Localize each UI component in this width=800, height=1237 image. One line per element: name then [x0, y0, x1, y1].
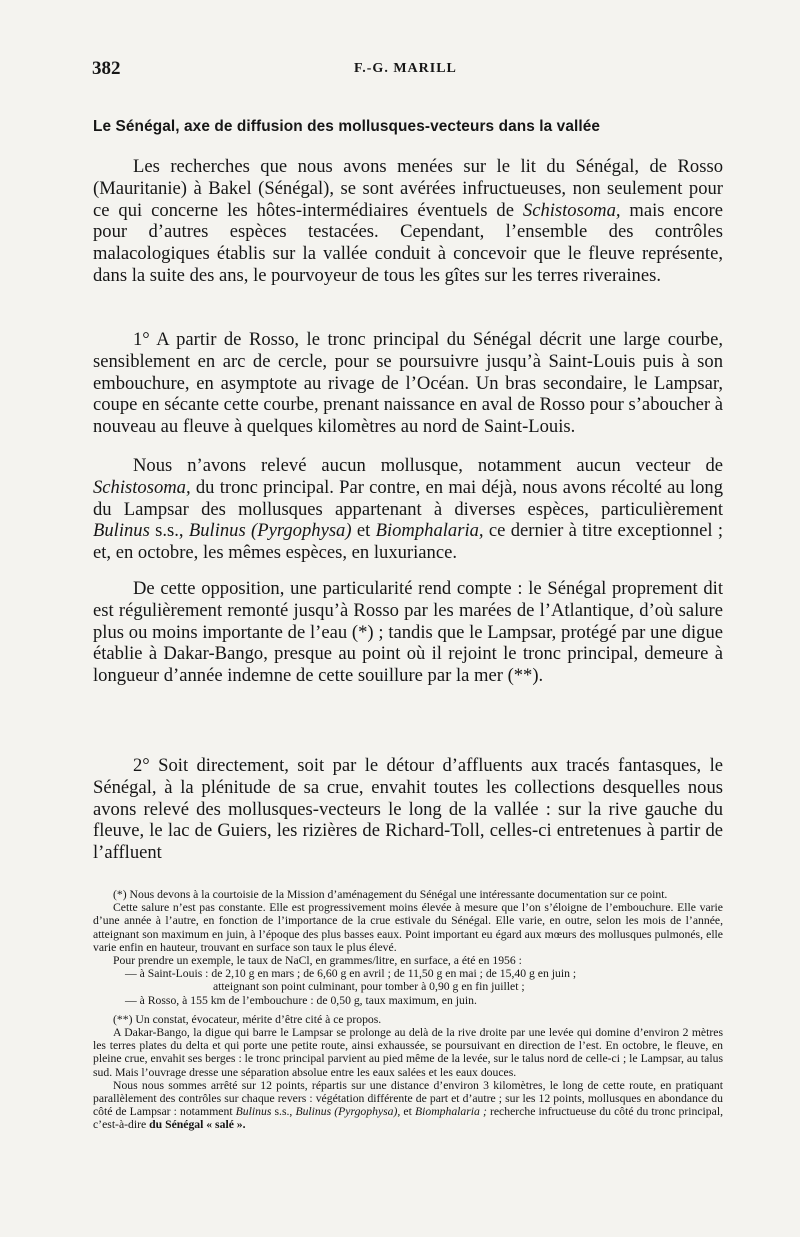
paragraph-intro: Les recherches que nous avons menées sur le lit du Sénégal, de Rosso (Mauritanie) à Bakel (Sénégal), se sont avérées infructueuses, non seulement pour ce qui concerne les hôtes-intermédiaires éventuels de Schistosoma, mais encore pour d’autres espèces testacées. Cependant, l’ensemble des contrôles malacologiques établis sur la vallée conduit à concevoir que le fleuve représente, dans la suite des ans, le pourvoyeur de tous les gîtes sur les terres riveraines. [93, 156, 723, 286]
footnote-2: (**) Un constat, évocateur, mérite d’être cité à ce propos. [113, 1012, 382, 1026]
footnote-1: (*) Nous devons à la courtoisie de la Mission d’aménagement du Sénégal une intéressante documentation sur ce point. [113, 888, 668, 901]
page-number: 382 [92, 58, 121, 79]
footnote-1-example: Pour prendre un exemple, le taux de NaCl, en grammes/litre, en surface, a été en 1956 : [113, 954, 522, 968]
running-head: F.-G. MARILL [354, 61, 457, 76]
paragraph-point-1: 1° A partir de Rosso, le tronc principal du Sénégal décrit une large courbe, sensiblement en arc de cercle, pour se poursuivre jusqu’à Saint-Louis puis à son embouchure, en asymptote au rivage de l’Océan. Un bras secondaire, le Lampsar, coupe en sécante cette courbe, prenant naissance en aval de Rosso pour s’aboucher à nouveau au fleuve à quelques kilomètres au nord de Saint-Louis. [93, 329, 723, 438]
footnote-2-dakar-bango: A Dakar-Bango, la digue qui barre le Lampsar se prolonge au delà de la rive droite par une levée qui domine d’environ 2 mètres les terres plates du delta et qui porte une petite route, ainsi exhaussée, se poursuivant en direction de l’est. En octobre, le fleuve, en pleine crue, envahit ses berges : le tronc principal parvient au pied même de la levée, sur le talus nord de celle-ci ; le Lampsar, au talus sud. Mais l’ouvrage dresse une séparation absolue entre les eaux salées et les eaux douces. [93, 1026, 723, 1079]
footnote-1-saint-louis-cont: atteignant son point culminant, pour tomber à 0,90 g en fin juillet ; [213, 980, 525, 994]
footnote-1-saint-louis: — à Saint-Louis : de 2,10 g en mars ; de 6,60 g en avril ; de 11,50 g en mai ; de 15,40 g en juin ; [125, 967, 577, 981]
section-title: Le Sénégal, axe de diffusion des mollusques-vecteurs dans la vallée [93, 118, 601, 135]
footnote-2-observations: Nous nous sommes arrêté sur 12 points, répartis sur une distance d’environ 3 kilomètres, le long de cette route, en pratiquant parallèlement des contrôles sur chaque revers : végétation différente de part et d’autre ; sur les 12 points, mollusques en abondance du côté de Lampsar : notamment Bulinus s.s., Bulinus (Pyrgophysa), et Biomphalaria ; recherche infructueuse du côté du tronc principal, c’est-à-dire du Sénégal « salé ». [93, 1078, 724, 1132]
page-header [92, 58, 712, 82]
footnotes [93, 888, 723, 1132]
footnote-1-rosso: — à Rosso, à 155 km de l’embouchure : de 0,50 g, taux maximum, en juin. [125, 993, 477, 1007]
footnote-1-salinity: Cette salure n’est pas constante. Elle est progressivement moins élevée à mesure que l’on s’éloigne de l’embouchure. Elle varie d’une année à l’autre, en fonction de l’importance de la crue estivale du Sénégal. Elle varie, en outre, selon les mois de l’année, atteignant son maximum en juin, à l’époque des plus basses eaux. Point important eu égard aux mœurs des mollusques pulmonés, elle varie enfin en hauteur, trouvant en surface son taux le plus élevé. [93, 901, 723, 954]
paragraph-point-2: 2° Soit directement, soit par le détour d’affluents aux tracés fantasques, le Sénégal, à la plénitude de sa crue, envahit toutes les collections desquelles nous avons relevé des mollusques-vecteurs le long de la vallée : sur la rive gauche du fleuve, le lac de Guiers, les rizières de Richard-Toll, celles-ci entretenues à partir de l’affluent [93, 755, 723, 864]
paragraph-salinity-opposition: De cette opposition, une particularité rend compte : le Sénégal proprement dit est régulièrement remonté jusqu’à Rosso par les marées de l’Atlantique, d’où salure plus ou moins importante de l’eau (*) ; tandis que le Lampsar, protégé par une digue établie à Dakar-Bango, presque au point où il rejoint le tronc principal, demeure à longueur d’année indemne de cette souillure par la mer (**). [93, 578, 723, 687]
paragraph-mollusc-findings: Nous n’avons relevé aucun mollusque, notamment aucun vecteur de Schistosoma, du tronc principal. Par contre, en mai déjà, nous avons récolté au long du Lampsar des mollusques appartenant à diverses espèces, particulièrement Bulinus s.s., Bulinus (Pyrgophysa) et Biomphalaria, ce dernier à titre exceptionnel ; et, en octobre, les mêmes espèces, en luxuriance. [93, 455, 723, 564]
